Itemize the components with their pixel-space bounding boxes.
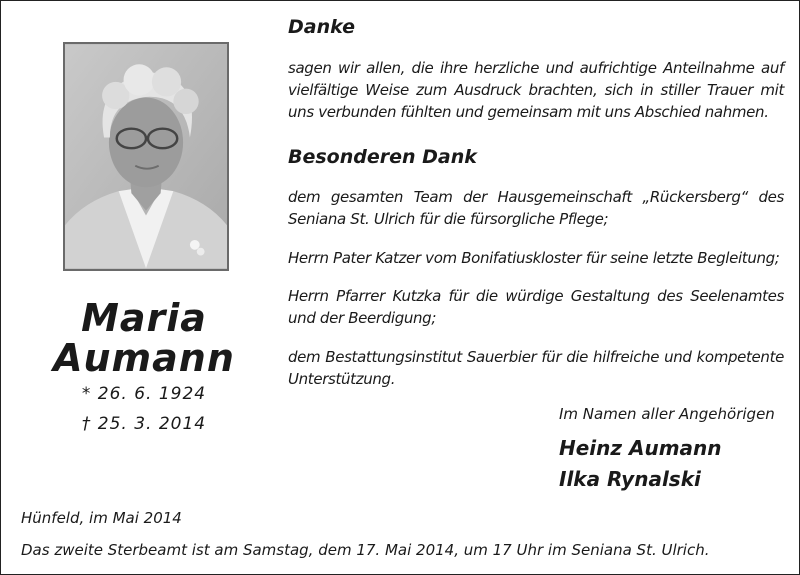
thanks-heading: Danke <box>288 16 355 38</box>
signer-name: Heinz Aumann <box>559 436 722 460</box>
deceased-last-name: Aumann <box>53 336 235 380</box>
footer-note: Das zweite Sterbeamt ist am Samstag, dem 17. Mai 2014, um 17 Uhr im Seniana St. Ulrich. <box>21 541 710 559</box>
special-thanks-item: dem gesamten Team der Hausgemeinschaft „Rückersberg“ des Seniana St. Ulrich für die fürsorgliche Pflege; <box>288 188 784 228</box>
deceased-first-name: Maria <box>81 296 207 340</box>
birth-date: * 26. 6. 1924 <box>81 384 207 404</box>
closing-line: Im Namen aller Angehörigen <box>559 405 775 423</box>
signer-name: Ilka Rynalski <box>559 467 701 491</box>
special-thanks-item: Herrn Pfarrer Kutzka für die würdige Gestaltung des Seelenamtes und der Beerdigung; <box>288 287 784 327</box>
special-thanks-item: dem Bestattungsinstitut Sauerbier für die hilfreiche und kompetente Unterstützung. <box>288 348 784 388</box>
place-date: Hünfeld, im Mai 2014 <box>21 509 182 527</box>
thanks-text: sagen wir allen, die ihre herzliche und aufrichtige Anteilnahme auf vielfältige Weise zum Ausdruck brachten, sich in stiller Trauer mit uns verbunden fühlten und gemeinsam mit uns Abschied nahmen. <box>288 59 784 121</box>
special-thanks-item: Herrn Pater Katzer vom Bonifatiuskloster für seine letzte Begleitung; <box>288 249 780 267</box>
special-thanks-heading: Besonderen Dank <box>288 146 477 168</box>
portrait-illustration <box>65 44 227 269</box>
death-date: † 25. 3. 2014 <box>81 414 207 434</box>
portrait-photo <box>63 42 229 271</box>
